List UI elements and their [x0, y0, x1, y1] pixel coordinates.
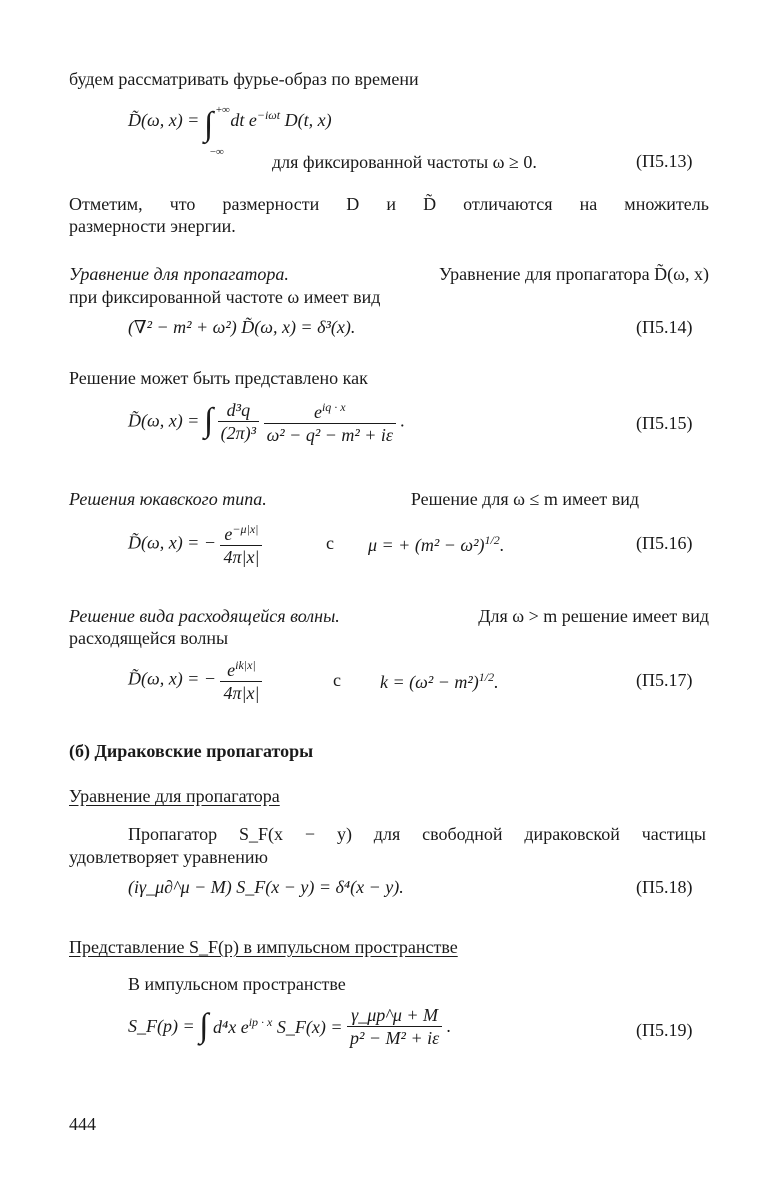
- eq17-denominator: 4π|x|: [223, 683, 260, 703]
- section-propagator-line2: при фиксированной частоте ω имеет вид: [69, 287, 381, 307]
- integral-sign: ∫: [199, 1007, 209, 1045]
- eq15-measure-denominator: (2π)³: [220, 422, 257, 443]
- integral-sign: ∫: [203, 402, 214, 439]
- eq16-lhs: D̃(ω, x) = −: [128, 532, 216, 553]
- paragraph-dimensions-line2: размерности энергии.: [69, 216, 236, 236]
- eq17-lhs: D̃(ω, x) = −: [128, 668, 216, 689]
- section-outgoing-wave-title: Решение вида расходящейся волны.: [69, 606, 340, 626]
- eq16-with: с: [326, 533, 334, 553]
- eq16-numerator: e: [224, 524, 233, 544]
- equation-p5-18: (iγ_μ∂^μ − M) S_F(x − y) = δ⁴(x − y).: [128, 877, 404, 897]
- eq16-denominator: 4π|x|: [223, 547, 260, 567]
- integral-upper-limit: +∞: [215, 104, 230, 116]
- eq15-tail: .: [400, 410, 406, 431]
- eq16-rhs-text: μ = + (m² − ω²): [368, 535, 485, 555]
- eq17-rhs-text: k = (ω² − m²): [380, 672, 479, 692]
- section-yukawa-title: Решения юкавского типа.: [69, 489, 267, 509]
- page-number: 444: [69, 1114, 96, 1134]
- eq13-exponent: −iωt: [256, 108, 281, 122]
- eq18-number: (П5.18): [636, 877, 693, 897]
- eq19-tail: .: [446, 1016, 452, 1036]
- eq13-body: dt e: [230, 110, 257, 130]
- eq17-numerator: e: [227, 660, 236, 680]
- heading-dirac-propagators: (б) Дираковские пропагаторы: [69, 741, 314, 761]
- eq13-number: (П5.13): [636, 151, 693, 171]
- eq19-body-tail: S_F(x) =: [276, 1017, 343, 1037]
- eq17-with: с: [333, 670, 341, 690]
- eq15-number: (П5.15): [636, 413, 693, 433]
- integral-lower-limit: −∞: [209, 146, 224, 158]
- eq19-fraction: [347, 1004, 442, 1049]
- eq19-numerator: γ_μp^μ + M: [347, 1004, 442, 1027]
- eq19-body-exponent: ip · x: [248, 1015, 273, 1029]
- paragraph-momentum-space: В импульсном пространстве: [128, 974, 346, 994]
- section-outgoing-wave-line1: [69, 605, 709, 627]
- eq19-lhs: S_F(p) =: [128, 1016, 195, 1036]
- section-propagator-text: Уравнение для пропагатора D̃(ω, x): [438, 264, 709, 284]
- paragraph-solution: Решение может быть представлено как: [69, 368, 368, 388]
- eq15-denominator: ω² − q² − m² + iε: [266, 425, 394, 445]
- section-propagator-line1: [69, 263, 709, 285]
- paragraph-dirac-line2: удовлетворяет уравнению: [69, 847, 268, 867]
- subheading-momentum-representation: Представление S_F(p) в импульсном пространстве: [69, 937, 458, 957]
- eq15-fraction-measure: [218, 399, 259, 444]
- eq17-numerator-exponent: ik|x|: [235, 658, 256, 672]
- eq16-number: (П5.16): [636, 533, 693, 553]
- equation-p5-14: (∇² − m² + ω²) D̃(ω, x) = δ³(x).: [128, 317, 356, 337]
- eq16-rhs-exponent: 1/2: [484, 533, 500, 547]
- eq16-rhs-tail: .: [499, 535, 505, 555]
- paragraph-intro: будем рассматривать фурье-образ по времени: [69, 69, 419, 89]
- eq13-condition: для фиксированной частоты ω ≥ 0.: [272, 152, 537, 172]
- eq19-number: (П5.19): [636, 1020, 693, 1040]
- eq17-fraction: [220, 654, 262, 704]
- eq17-number: (П5.17): [636, 670, 693, 690]
- equation-p5-16: [128, 518, 262, 568]
- eq15-numerator: e: [313, 402, 322, 422]
- eq13-lhs: D̃(ω, x) =: [128, 110, 200, 130]
- paragraph-dirac-line1: Пропагатор S_F(x − y) для свободной дираковской частицы: [128, 824, 706, 844]
- eq17-rhs-tail: .: [494, 672, 499, 692]
- subheading-propagator-equation: Уравнение для пропагатора: [69, 786, 280, 806]
- eq15-numerator-exponent: iq · x: [321, 400, 346, 414]
- section-yukawa-text: Решение для ω ≤ m имеет вид: [410, 489, 639, 509]
- eq15-lhs: D̃(ω, x) =: [128, 410, 200, 431]
- eq14-number: (П5.14): [636, 317, 693, 337]
- equation-p5-19: [128, 1004, 451, 1049]
- paragraph-dimensions-line1: Отметим, что размерности D и D̃ отличаются на множитель: [69, 194, 709, 214]
- eq16-rhs: [368, 533, 504, 556]
- section-outgoing-wave-text: Для ω > m решение имеет вид: [478, 606, 709, 626]
- eq16-numerator-exponent: −μ|x|: [232, 522, 259, 536]
- section-propagator-title: Уравнение для пропагатора.: [69, 264, 289, 284]
- eq17-rhs: [380, 670, 499, 693]
- eq19-body: d⁴x e: [212, 1017, 249, 1037]
- eq17-rhs-exponent: 1/2: [478, 670, 495, 684]
- equation-p5-13: D̃(ω, x) = ∫ +∞ −∞ dt $e^{-i\omega t}$ D(t, x): [128, 104, 332, 158]
- section-outgoing-wave-line2: расходящейся волны: [69, 628, 229, 648]
- eq19-denominator: p² − M² + iε: [350, 1028, 440, 1048]
- eq15-fraction-main: [264, 396, 396, 446]
- eq13-tail: D(t, x): [284, 110, 332, 130]
- section-yukawa: [69, 488, 639, 510]
- eq15-measure-numerator: d³q: [218, 399, 259, 422]
- eq16-fraction: [220, 518, 262, 568]
- equation-p5-15: [128, 396, 405, 446]
- equation-p5-17: [128, 654, 262, 704]
